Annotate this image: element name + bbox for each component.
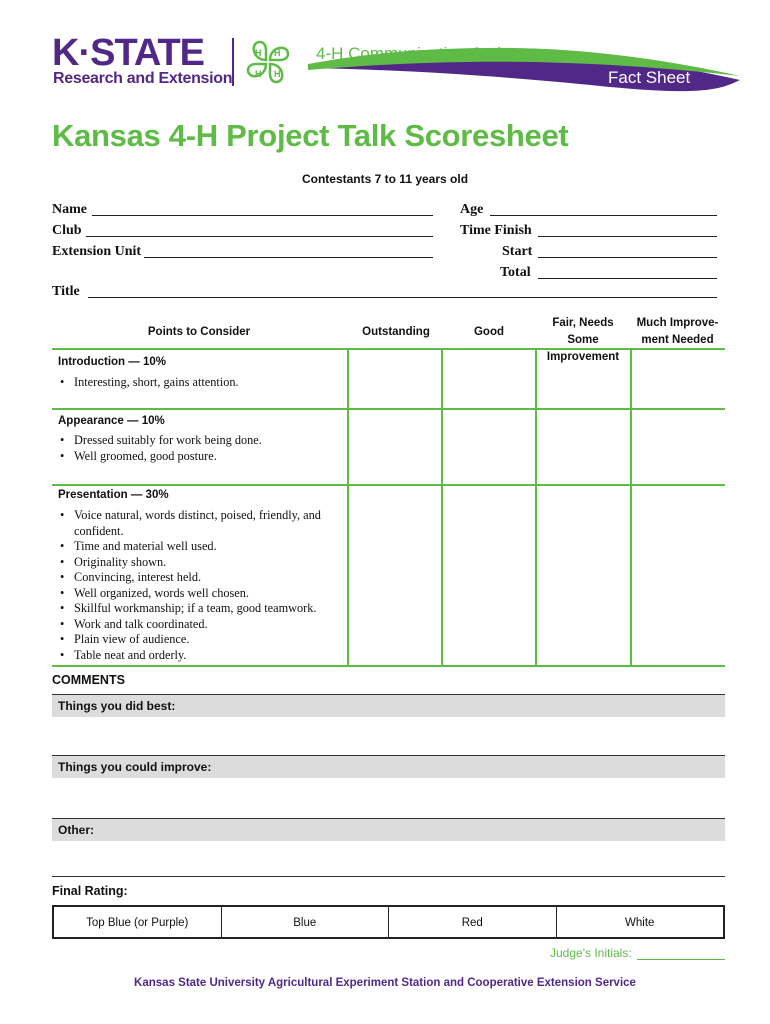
section-appearance-title: Appearance — 10% [58,415,165,427]
name-label: Name [52,202,87,217]
rating-white[interactable]: White [625,917,655,929]
list-item: • Plain view of audience. [60,632,340,648]
header-outstanding: Outstanding [362,326,430,338]
score-cell-presentation-much[interactable] [632,486,725,665]
header-points: Points to Consider [147,326,251,338]
score-cell-intro-outstanding[interactable] [349,350,441,408]
page-title: Kansas 4-H Project Talk Scoresheet [52,118,569,153]
section-introduction-list [60,375,345,391]
score-cell-intro-good[interactable] [443,350,535,408]
best-label: Things you did best: [58,699,176,713]
judge-initials-field[interactable] [637,959,725,960]
score-cell-appearance-outstanding[interactable] [349,410,441,484]
fact-sheet-label: Fact Sheet [608,68,691,87]
score-cell-appearance-good[interactable] [443,410,535,484]
score-cell-intro-fair[interactable] [537,350,630,408]
header-much-line2: ment Needed [641,334,714,346]
rating-red[interactable]: Red [389,907,557,937]
header-much-improvement [630,315,725,349]
club-label: Club [52,223,82,238]
kstate-logo-subtitle: Research and Extension [53,70,233,87]
time-finish-label: Time Finish [460,223,532,238]
time-finish-field[interactable] [538,222,717,237]
best-comment-area[interactable] [52,718,725,754]
section-presentation-title: Presentation — 30% [58,489,169,501]
svg-text:H: H [274,69,281,79]
best-bar [52,694,725,717]
total-field[interactable] [538,264,717,279]
extension-unit-label: Extension Unit [52,244,142,259]
kstate-logo-text: K·STATE [52,32,205,74]
list-item: • Time and material well used. [60,539,340,555]
comments-heading: COMMENTS [52,673,125,687]
header-much-line1: Much Improve- [636,317,719,329]
page-subtitle: Contestants 7 to 11 years old [301,172,469,186]
final-divider [52,876,725,877]
list-item: • Voice natural, words distinct, poised, friendly, and confident. [60,508,340,539]
score-table [52,308,725,667]
header-fair-line2: Improvement [546,351,620,363]
final-rating-options [52,905,725,939]
score-cell-appearance-fair[interactable] [537,410,630,484]
extension-unit-field[interactable] [144,243,433,258]
age-field[interactable] [490,201,717,216]
start-field[interactable] [538,243,717,258]
series-label: 4-H Communication Series [316,44,520,63]
footer-text: Kansas State University Agricultural Experiment Station and Cooperative Extension Service [134,977,636,989]
other-bar [52,818,725,841]
other-label: Other: [58,823,94,837]
start-label: Start [502,244,533,259]
section-introduction-title: Introduction — 10% [58,356,166,368]
title-label: Title [52,284,80,299]
rating-blue[interactable]: Blue [222,907,390,937]
list-item: • Well organized, words well chosen. [60,586,340,602]
table-rule [52,665,725,667]
name-field[interactable] [92,201,433,216]
score-cell-presentation-outstanding[interactable] [349,486,441,665]
score-cell-appearance-much[interactable] [632,410,725,484]
list-item: • Work and talk coordinated. [60,617,340,633]
header-good: Good [473,326,505,338]
svg-text:H: H [255,69,262,79]
list-item: • Dressed suitably for work being done. [60,433,345,449]
improve-label: Things you could improve: [58,760,212,774]
final-rating-label: Final Rating: [52,884,128,898]
rating-top-blue[interactable]: Top Blue (or Purple) [54,907,222,937]
club-field[interactable] [86,222,433,237]
age-label: Age [460,202,484,217]
score-cell-presentation-good[interactable] [443,486,535,665]
list-item: • Originality shown. [60,555,340,571]
improve-comment-area[interactable] [52,779,725,817]
total-label: Total [500,265,531,280]
list-item: • Well groomed, good posture. [60,449,345,465]
improve-bar [52,755,725,778]
judge-initials-label: Judge's Initials: [550,946,632,960]
list-item: • Skillful workmanship; if a team, good teamwork. [60,601,340,617]
score-cell-intro-much[interactable] [632,350,725,408]
list-item: • Convincing, interest held. [60,570,340,586]
list-item: • Table neat and orderly. [60,648,340,664]
header-fair-line1: Fair, Needs Some [552,317,614,346]
svg-text:H: H [255,48,262,58]
logo-divider [232,38,234,86]
title-field[interactable] [88,283,717,298]
score-cell-presentation-fair[interactable] [537,486,630,665]
list-item: • Interesting, short, gains attention. [60,375,345,391]
section-presentation-list [60,508,340,663]
four-h-clover-icon [242,36,294,88]
other-comment-area[interactable] [52,842,725,874]
svg-text:H: H [274,48,281,58]
section-appearance-list [60,433,345,464]
